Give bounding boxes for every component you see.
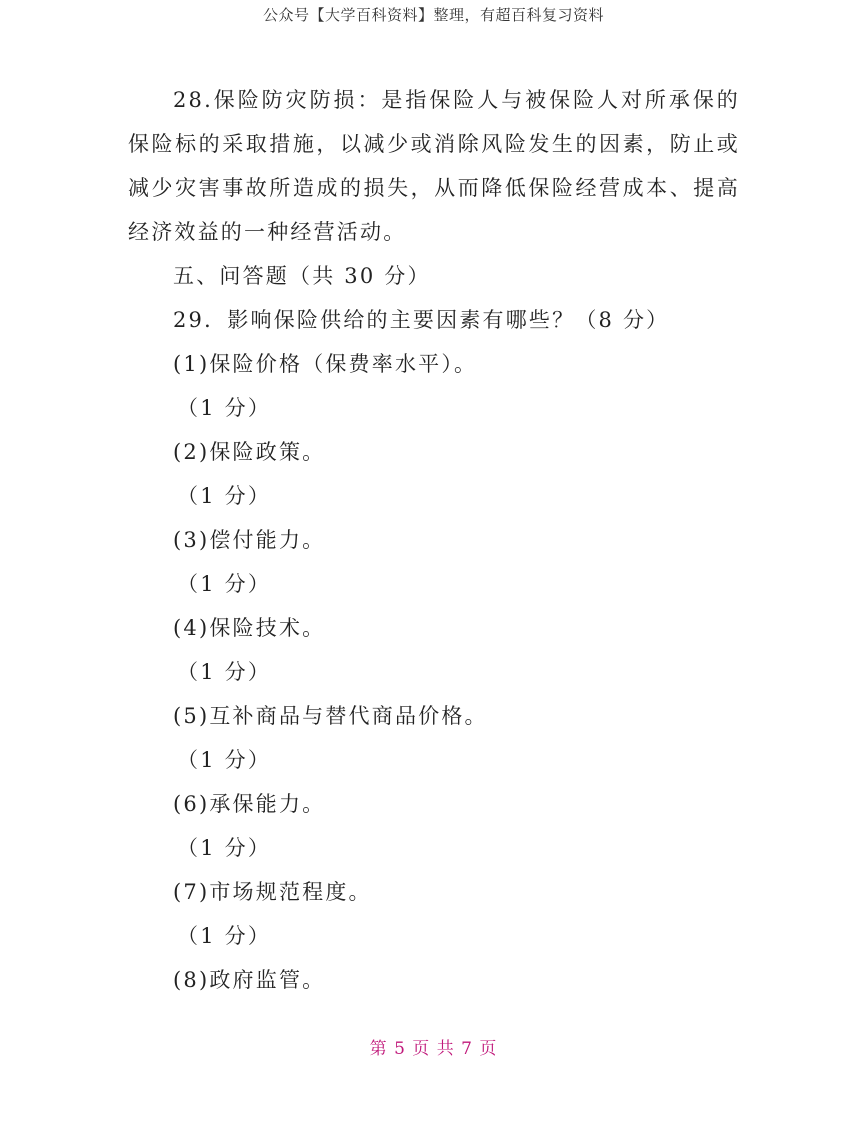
answer-item-4: (4)保险技术。 xyxy=(173,616,326,640)
score-item-1: （1 分） xyxy=(177,396,272,420)
score-item-4: （1 分） xyxy=(177,660,272,684)
answer-item-3: (3)偿付能力。 xyxy=(173,528,326,552)
answer-item-5: (5)互补商品与替代商品价格。 xyxy=(173,704,488,728)
answer-item-2: (2)保险政策。 xyxy=(173,440,326,464)
score-item-7: （1 分） xyxy=(177,924,272,948)
score-item-6: （1 分） xyxy=(177,836,272,860)
answer-item-7: (7)市场规范程度。 xyxy=(173,880,372,904)
document-body xyxy=(128,78,740,1002)
score-item-5: （1 分） xyxy=(177,748,272,772)
definition-28: 28.保险防灾防损：是指保险人与被保险人对所承保的保险标的采取措施，以减少或消除风险发生的因素，防止或减少灾害事故所造成的损失，从而降低保险经营成本、提高经济效益的一种经营活动。 xyxy=(128,88,740,244)
answer-item-8: (8)政府监管。 xyxy=(173,968,326,992)
answer-item-6: (6)承保能力。 xyxy=(173,792,326,816)
page-footer: 第 5 页 共 7 页 xyxy=(369,1039,498,1059)
score-item-2: （1 分） xyxy=(177,484,272,508)
answer-item-1: (1)保险价格（保费率水平）。 xyxy=(173,352,478,376)
section-heading: 五、问答题（共 30 分） xyxy=(173,264,431,288)
question-29: 29．影响保险供给的主要因素有哪些？（8 分） xyxy=(173,308,670,332)
score-item-3: （1 分） xyxy=(177,572,272,596)
page-header: 公众号【大学百科资料】整理，有超百科复习资料 xyxy=(262,6,604,24)
